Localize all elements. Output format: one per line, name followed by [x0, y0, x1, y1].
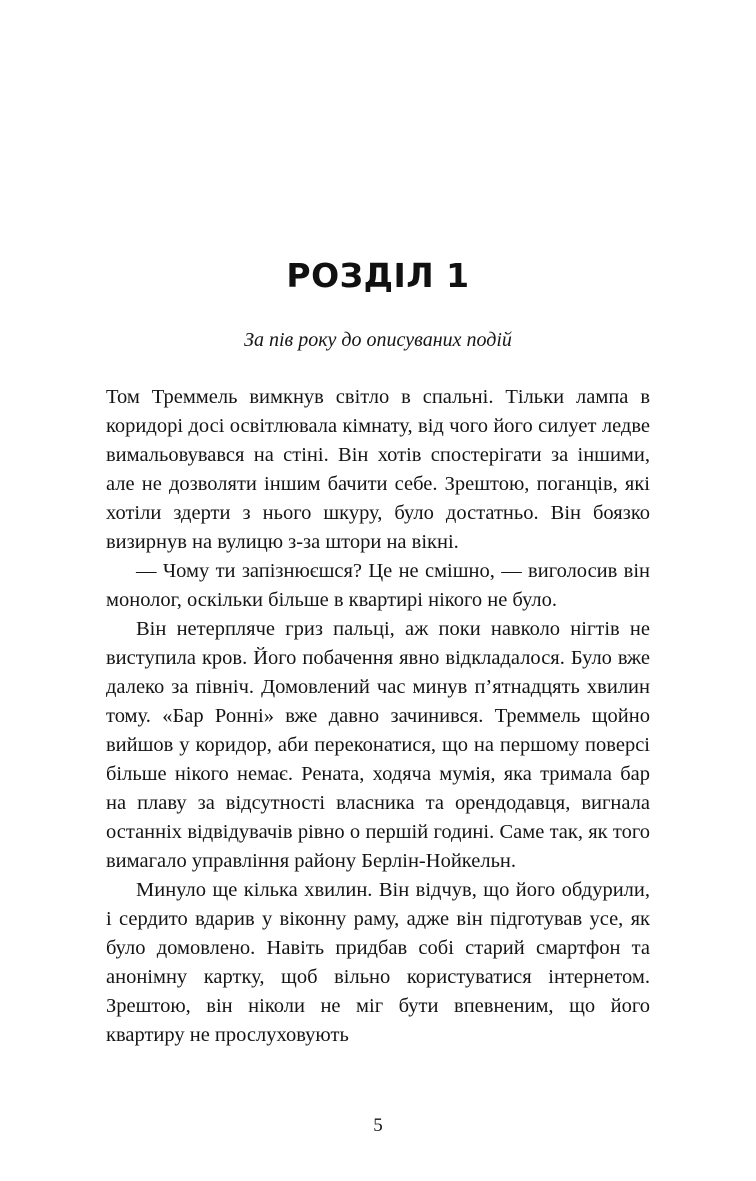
chapter-title: РОЗДІЛ 1 [286, 256, 470, 295]
paragraph: — Чому ти запізнюєшся? Це не смішно, — виголосив він монолог, оскільки більше в квартирі нікого не було. [106, 560, 650, 611]
body-text [106, 383, 650, 1050]
chapter-subtitle: За пів року до описуваних подій [244, 329, 512, 351]
page-number: 5 [373, 1115, 383, 1136]
paragraph: Він нетерпляче гриз пальці, аж поки навколо нігтів не виступила кров. Його побачення явно відкладалося. Було вже далеко за північ. Домовлений час минув п’ятнадцять хвилин тому. «Бар Ронні» вже давно зачинився. Треммель щойно вийшов у коридор, аби переконатися, що на першому поверсі більше нікого немає. Рената, ходяча мумія, яка тримала бар на плаву за відсутності власника та орендодавця, вигнала останніх відвідувачів рівно о першій годині. Саме так, як того вимагало управління району Берлін-Нойкельн. [106, 618, 650, 872]
paragraph: Том Треммель вимкнув світло в спальні. Тільки лампа в коридорі досі освітлювала кімнату, від чого його силует ледве вимальовувався на стіні. Він хотів спостерігати за іншими, але не дозволяти іншим бачити себе. Зрештою, поганців, які хотіли здерти з нього шкуру, було достатньо. Він боязко визирнув на вулицю з-за штори на вікні. [106, 386, 650, 553]
paragraph: Минуло ще кілька хвилин. Він відчув, що його обдурили, і сердито вдарив у віконну раму, адже він підготував усе, як було домовлено. Навіть придбав собі старий смартфон та анонімну картку, щоб вільно користуватися інтернетом. Зрештою, він ніколи не міг бути впевненим, що його квартиру не прослуховують [106, 879, 650, 1046]
